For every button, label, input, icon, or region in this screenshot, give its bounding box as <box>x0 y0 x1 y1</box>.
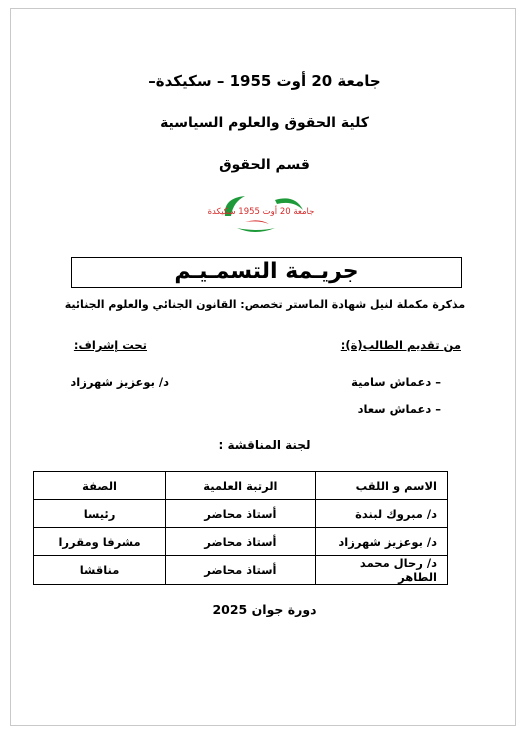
member-name: د/ بوعزيز شهرزاد <box>315 528 447 556</box>
supervisor-name: د/ بوعزيز شهرزاد <box>70 375 169 389</box>
member-rank: أستاذ محاضر <box>166 556 316 585</box>
university-name: جامعة 20 أوت 1955 – سكيكدة– <box>148 72 381 90</box>
university-logo <box>207 190 315 234</box>
table-row <box>34 556 448 585</box>
faculty-name: كلية الحقوق والعلوم السياسية <box>160 115 369 131</box>
member-role: مشرفا ومقررا <box>34 528 166 556</box>
committee-title: لجنة المناقشة : <box>218 438 311 452</box>
student-name: – دعماش سامية <box>351 375 441 389</box>
member-role: رئيسا <box>34 500 166 528</box>
member-name: د/ مبروك لبندة <box>315 500 447 528</box>
table-header-row <box>34 472 448 500</box>
session-date: دورة جوان 2025 <box>212 602 317 617</box>
member-name: د/ رحال محمد الطاهر <box>315 556 447 585</box>
member-rank: أستاذ محاضر <box>166 528 316 556</box>
logo-text: جامعة 20 أوت 1955 سكيكدة <box>207 207 315 217</box>
table-row <box>34 528 448 556</box>
thesis-subtitle: مذكرة مكملة لنيل شهادة الماستر تخصص: القانون الجنائي والعلوم الجنائية <box>64 298 466 311</box>
department-name: قسم الحقوق <box>219 157 310 173</box>
header-name: الاسم و اللقب <box>315 472 447 500</box>
member-role: مناقشا <box>34 556 166 585</box>
committee-table <box>33 471 448 585</box>
header-rank: الرتبة العلمية <box>166 472 316 500</box>
students-label: من تقديم الطالب(ة): <box>340 338 461 352</box>
member-rank: أستاذ محاضر <box>166 500 316 528</box>
student-name: – دعماش سعاد <box>357 402 441 416</box>
supervisor-label: تحت إشراف: <box>73 338 147 352</box>
table-row <box>34 500 448 528</box>
header-role: الصفة <box>34 472 166 500</box>
thesis-title: جريـمة التسمـيـم <box>71 257 462 288</box>
